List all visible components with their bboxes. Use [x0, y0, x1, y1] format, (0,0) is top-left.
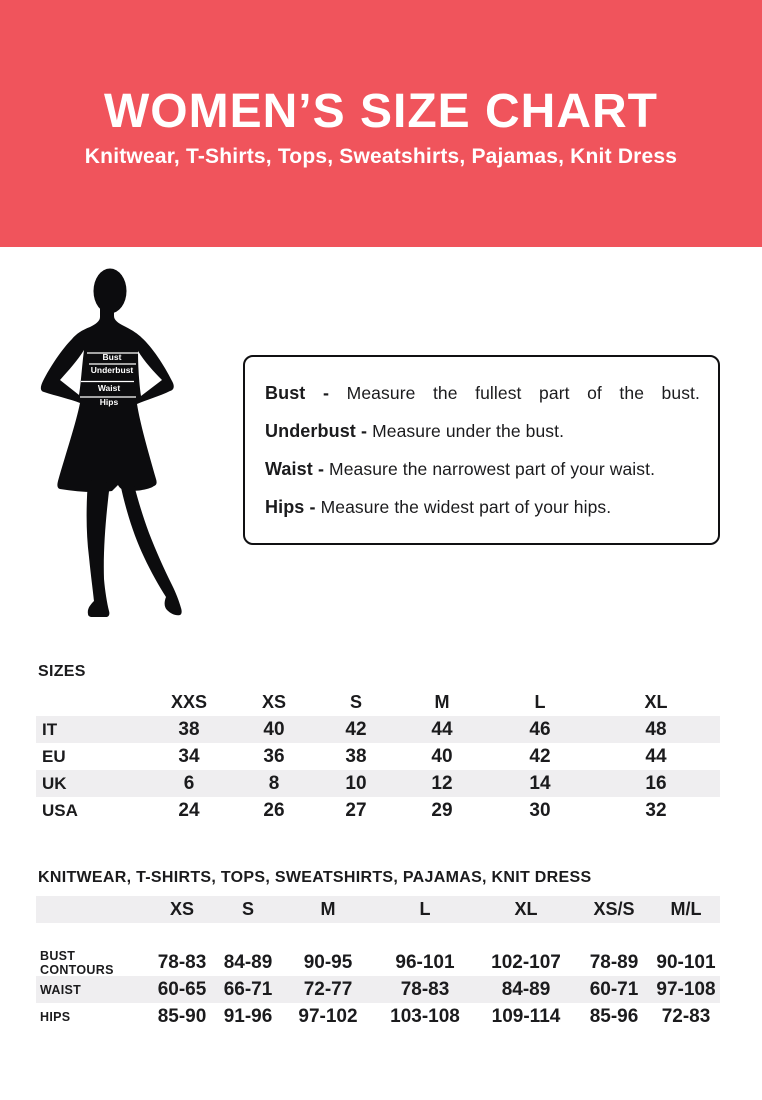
value-cell: 78-83	[400, 978, 450, 1000]
row-label-cell: IT	[42, 719, 58, 739]
row-label-cell: WAIST	[40, 982, 82, 997]
value-cell: 78-89	[589, 951, 639, 973]
value-cell: 16	[645, 772, 667, 794]
figure-label-bust: Bust	[102, 352, 122, 362]
value-cell: 109-114	[491, 1005, 561, 1027]
guide-desc: Measure the narrowest part of your waist.	[329, 459, 656, 479]
table-row	[36, 976, 720, 1003]
value-cell: 90-101	[656, 951, 716, 973]
column-header: S	[349, 691, 362, 712]
guide-desc: Measure the fullest part of the bust.	[346, 383, 700, 403]
silhouette-right-leg	[120, 483, 182, 615]
value-cell: 84-89	[501, 978, 551, 1000]
measurement-guide-box	[243, 355, 720, 545]
guide-term: Hips -	[265, 497, 316, 517]
value-cell: 90-95	[303, 951, 353, 973]
column-header: L	[534, 691, 546, 712]
column-header: M	[320, 899, 336, 919]
guide-line-underbust	[265, 412, 700, 450]
table-row	[36, 770, 720, 797]
row-label-cell: HIPS	[40, 1009, 71, 1024]
value-cell: 40	[263, 718, 285, 740]
value-cell: 44	[645, 745, 667, 767]
value-cell: 60-71	[589, 978, 639, 1000]
column-header: M/L	[670, 899, 702, 919]
column-header: XS	[169, 899, 194, 919]
value-cell: 72-83	[661, 1005, 711, 1027]
value-cell: 42	[345, 718, 367, 740]
column-header: XS/S	[593, 899, 635, 919]
column-header: XS	[261, 691, 286, 712]
value-cell: 38	[178, 718, 200, 740]
value-cell: 85-90	[157, 1005, 207, 1027]
value-cell: 8	[268, 772, 280, 794]
value-cell: 29	[431, 799, 453, 821]
column-header: M	[434, 691, 450, 712]
value-cell: 6	[183, 772, 195, 794]
table-header-row	[36, 688, 720, 716]
value-cell: 97-108	[656, 978, 716, 1000]
value-cell: 27	[345, 799, 367, 821]
value-cell: 72-77	[303, 978, 353, 1000]
header-banner	[0, 0, 762, 247]
value-cell: 38	[345, 745, 367, 767]
guide-desc: Measure under the bust.	[372, 421, 565, 441]
figure-label-waist: Waist	[97, 383, 121, 393]
guide-term: Bust -	[265, 383, 330, 403]
value-cell: 14	[529, 772, 551, 794]
page-subtitle: Knitwear, T-Shirts, Tops, Sweatshirts, Pajamas, Knit Dress	[84, 145, 678, 168]
table-row	[36, 743, 720, 770]
guide-term: Waist -	[265, 459, 325, 479]
table-gap-row	[36, 923, 720, 949]
guide-line-bust	[265, 374, 700, 412]
value-cell: 40	[431, 745, 453, 767]
page-title: WOMEN’S SIZE CHART	[104, 85, 658, 138]
value-cell: 26	[263, 799, 285, 821]
table-row	[36, 1003, 720, 1030]
value-cell: 12	[431, 772, 453, 794]
value-cell: 96-101	[395, 951, 455, 973]
guide-line-waist	[265, 450, 700, 488]
table-row	[36, 797, 720, 824]
value-cell: 34	[178, 745, 200, 767]
row-label-cell: USA	[42, 800, 78, 820]
figure-label-hips: Hips	[99, 397, 119, 407]
value-cell: 78-83	[157, 951, 207, 973]
column-header: XL	[514, 899, 538, 919]
garment-measurements-table	[36, 896, 720, 1030]
garment-table-heading: KNITWEAR, T-SHIRTS, TOPS, SWEATSHIRTS, PAJAMAS, KNIT DRESS	[38, 869, 592, 886]
figure-label-underbust: Underbust	[90, 365, 134, 375]
value-cell: 66-71	[223, 978, 273, 1000]
column-header: S	[241, 899, 254, 919]
value-cell: 48	[645, 718, 667, 740]
column-header: XL	[644, 691, 668, 712]
value-cell: 102-107	[491, 951, 561, 973]
value-cell: 44	[431, 718, 453, 740]
table-row	[36, 716, 720, 743]
value-cell: 91-96	[223, 1005, 273, 1027]
value-cell: 36	[263, 745, 285, 767]
guide-term: Underbust -	[265, 421, 368, 441]
value-cell: 85-96	[589, 1005, 639, 1027]
row-label-cell: EU	[42, 746, 66, 766]
guide-desc: Measure the widest part of your hips.	[320, 497, 612, 517]
value-cell: 10	[345, 772, 367, 794]
row-label-cell: BUST CONTOURS	[40, 948, 114, 977]
value-cell: 42	[529, 745, 551, 767]
value-cell: 24	[178, 799, 200, 821]
value-cell: 30	[529, 799, 551, 821]
table-row	[36, 949, 720, 976]
table-header-row	[36, 896, 720, 923]
value-cell: 60-65	[157, 978, 207, 1000]
value-cell: 103-108	[390, 1005, 460, 1027]
silhouette-left-leg	[87, 480, 110, 617]
value-cell: 84-89	[223, 951, 273, 973]
column-header: L	[419, 899, 431, 919]
sizes-table	[36, 688, 720, 824]
guide-line-hips	[265, 488, 700, 526]
value-cell: 46	[529, 718, 551, 740]
column-header: XXS	[170, 691, 208, 712]
value-cell: 97-102	[298, 1005, 358, 1027]
woman-silhouette-figure	[30, 255, 240, 645]
row-label-cell: UK	[42, 773, 67, 793]
value-cell: 32	[645, 799, 667, 821]
sizes-heading: SIZES	[38, 663, 86, 680]
